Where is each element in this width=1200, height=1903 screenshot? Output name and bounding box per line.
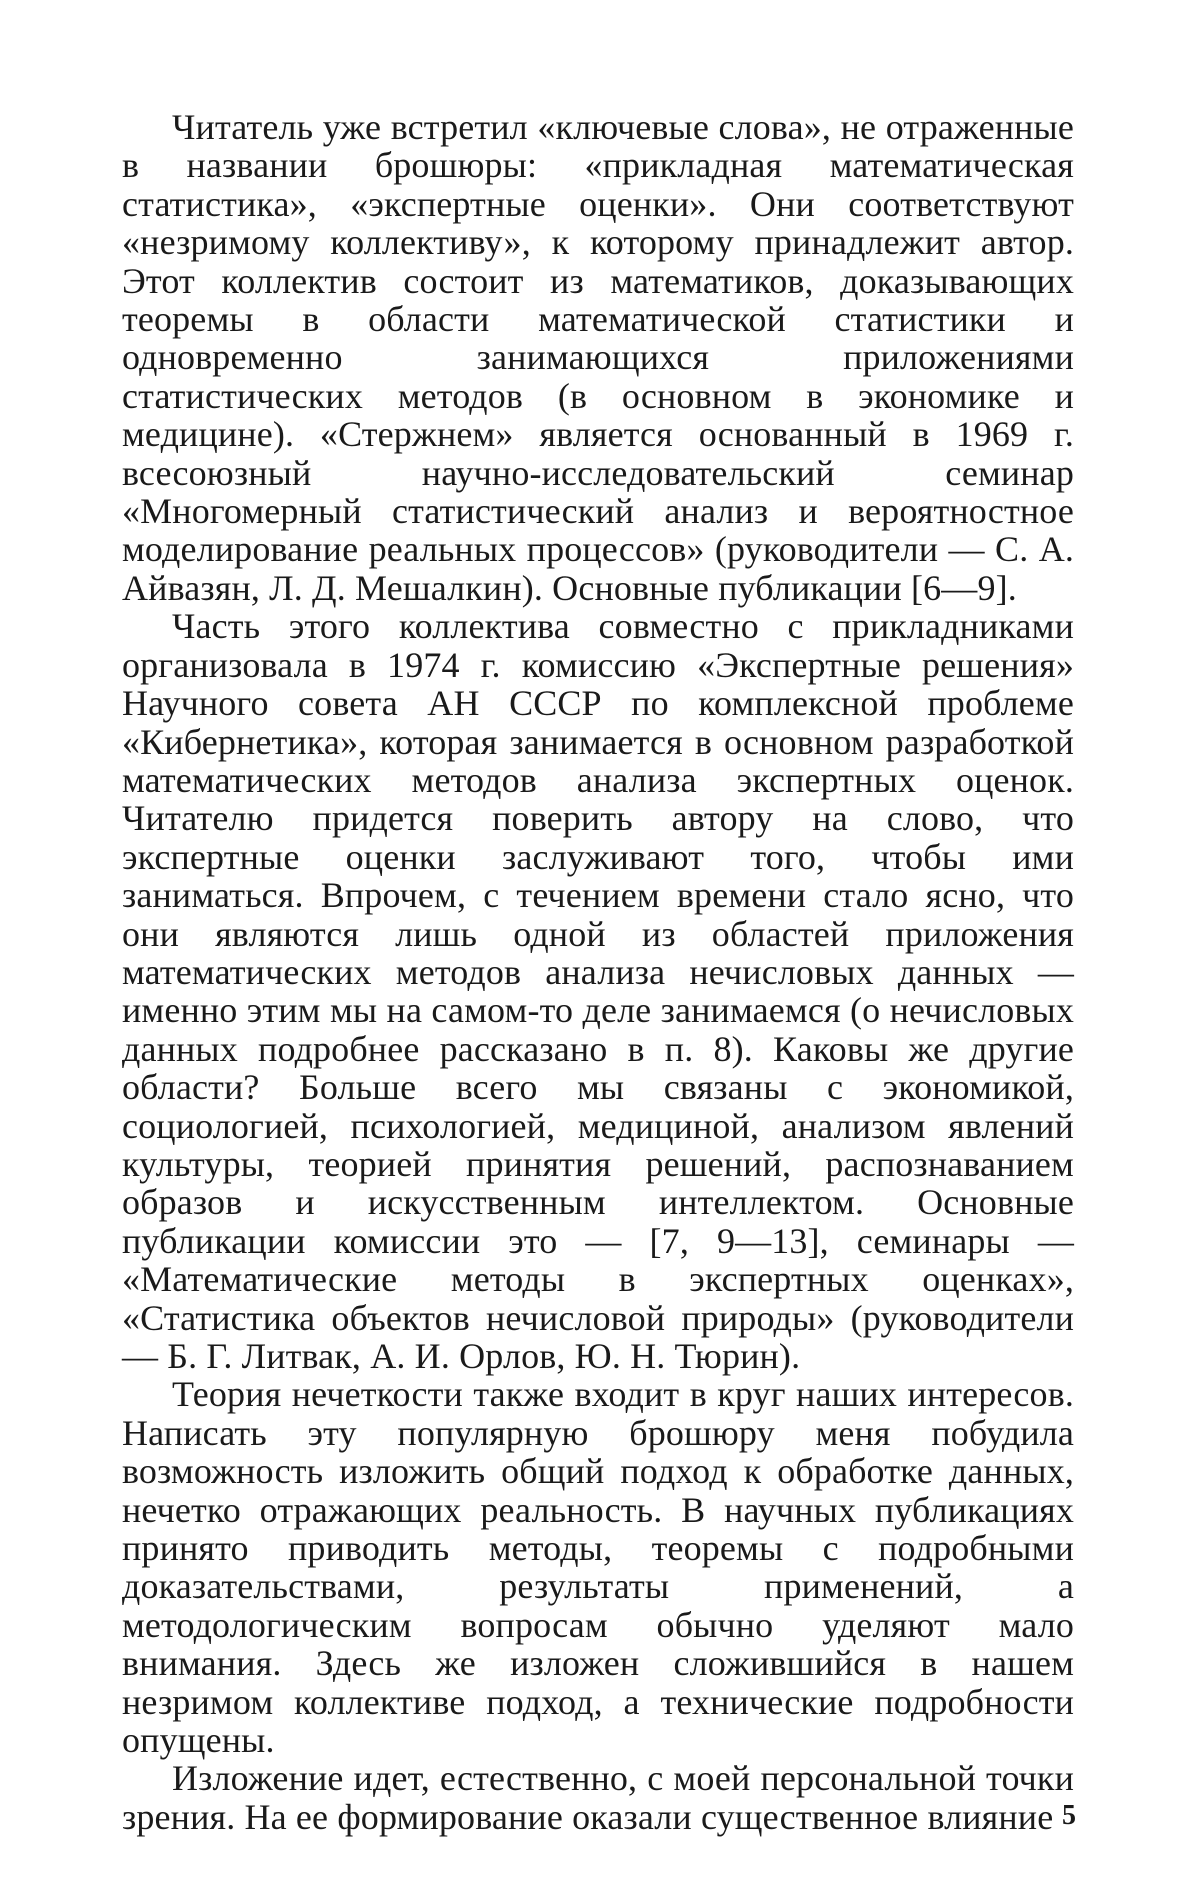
body-text [122,108,1074,1836]
page-number: 5 [1062,1800,1076,1831]
paragraph: Теория нечеткости также входит в круг наших интересов. Написать эту популярную брошюру меня побудила возможность изложить общий подход к обработке данных, нечетко отражающих реальность. В научных публикациях принято приводить методы, теоремы с подробными доказательствами, результаты применений, а методологическим вопросам обычно уделяют мало внимания. Здесь же изложен сложившийся в нашем незримом коллективе подход, а технические подробности опущены. [122,1374,1074,1761]
paragraph: Читатель уже встретил «ключевые слова», не отраженные в названии брошюры: «прикладная математическая статистика», «экспертные оценки». Они соответствуют «незримому коллективу», к которому принадлежит автор. Этот коллектив состоит из математиков, доказывающих теоремы в области математической статистики и одновременно занимающихся приложениями статистических методов (в основном в экономике и медицине). «Стержнем» является основанный в 1969 г. всесоюзный научно-исследовательский семинар «Многомерный статистический анализ и вероятностное моделирование реальных процессов» (руководители — С. А. Айвазян, Л. Д. Мешалкин). Основные публикации [6—9]. [122,107,1074,608]
paragraph: Изложение идет, естественно, с моей персональной точки зрения. На ее формирование оказали существенное влияние [122,1758,1074,1837]
paragraph: Часть этого коллектива совместно с прикладниками организовала в 1974 г. комиссию «Экспертные решения» Научного совета АН СССР по комплексной проблеме «Кибернетика», которая занимается в основном разработкой математических методов анализа экспертных оценок. Читателю придется поверить автору на слово, что экспертные оценки заслуживают того, чтобы ими заниматься. Впрочем, с течением времени стало ясно, что они являются лишь одной из областей приложения математических методов анализа нечисловых данных — именно этим мы на самом-то деле занимаемся (о нечисловых данных подробнее рассказано в п. 8). Каковы же другие области? Больше всего мы связаны с экономикой, социологией, психологией, медициной, анализом явлений культуры, теорией принятия решений, распознаванием образов и искусственным интеллектом. Основные публикации комиссии это — [7, 9—13], семинары — «Математические методы в экспертных оценках», «Статистика объектов нечисловой природы» (руководители — Б. Г. Литвак, А. И. Орлов, Ю. Н. Тюрин). [122,606,1074,1376]
